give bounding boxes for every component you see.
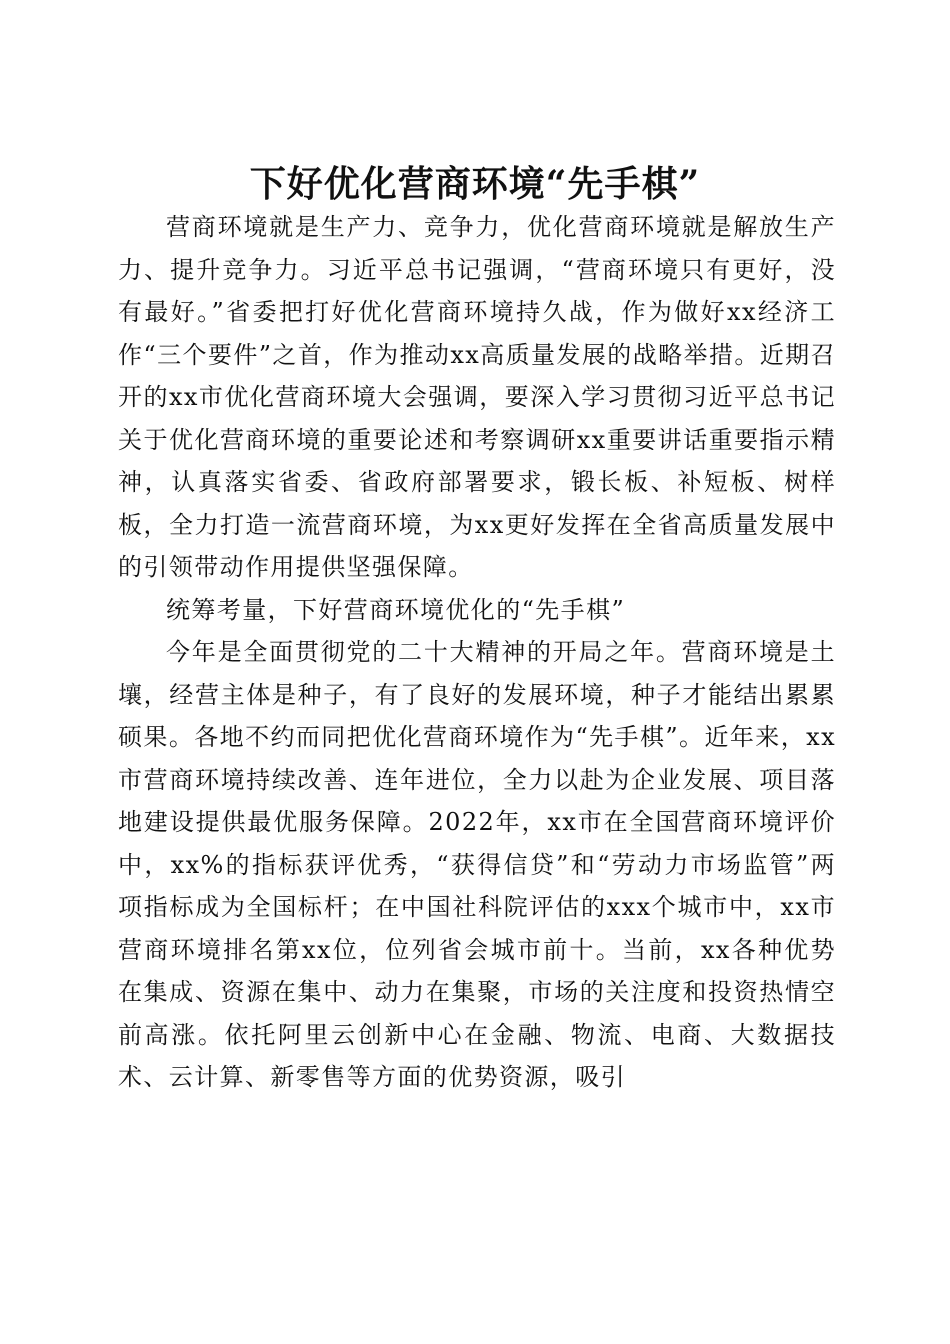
document-title: 下好优化营商环境“先手棋” [249, 163, 701, 206]
paragraph-intro: 营商环境就是生产力、竞争力，优化营商环境就是解放生产力、提升竞争力。习近平总书记强调，“营商环境只有更好，没有最好。”省委把打好优化营商环境持久战，作为做好xx经济工作“三个要件”之首，作为推动xx高质量发展的战略举措。近期召开的xx市优化营商环境大会强调，要深入学习贯彻习近平总书记关于优化营商环境的重要论述和考察调研xx重要讲话重要指示精神，认真落实省委、省政府部署要求，锻长板、补短板、树样板，全力打造一流营商环境，为xx更好发挥在全省高质量发展中的引领带动作用提供坚强保障。 [118, 213, 836, 581]
paragraph-body: 今年是全面贯彻党的二十大精神的开局之年。营商环境是土壤，经营主体是种子，有了良好的发展环境，种子才能结出累累硕果。各地不约而同把优化营商环境作为“先手棋”。近年来，xx市营商环境持续改善、连年进位，全力以赴为企业发展、项目落地建设提供最优服务保障。2022年，xx市在全国营商环境评价中，xx%的指标获评优秀，“获得信贷”和“劳动力市场监管”两项指标成为全国标杆；在中国社科院评估的xxx个城市中，xx市营商环境排名第xx位，位列省会城市前十。当前，xx各种优势在集成、资源在集中、动力在集聚，市场的关注度和投资热情空前高涨。依托阿里云创新中心在金融、物流、电商、大数据技术、云计算、新零售等方面的优势资源，吸引 [118, 638, 836, 1091]
document-body [118, 206, 836, 1099]
paragraph-section-heading: 统筹考量，下好营商环境优化的“先手棋” [166, 595, 626, 624]
